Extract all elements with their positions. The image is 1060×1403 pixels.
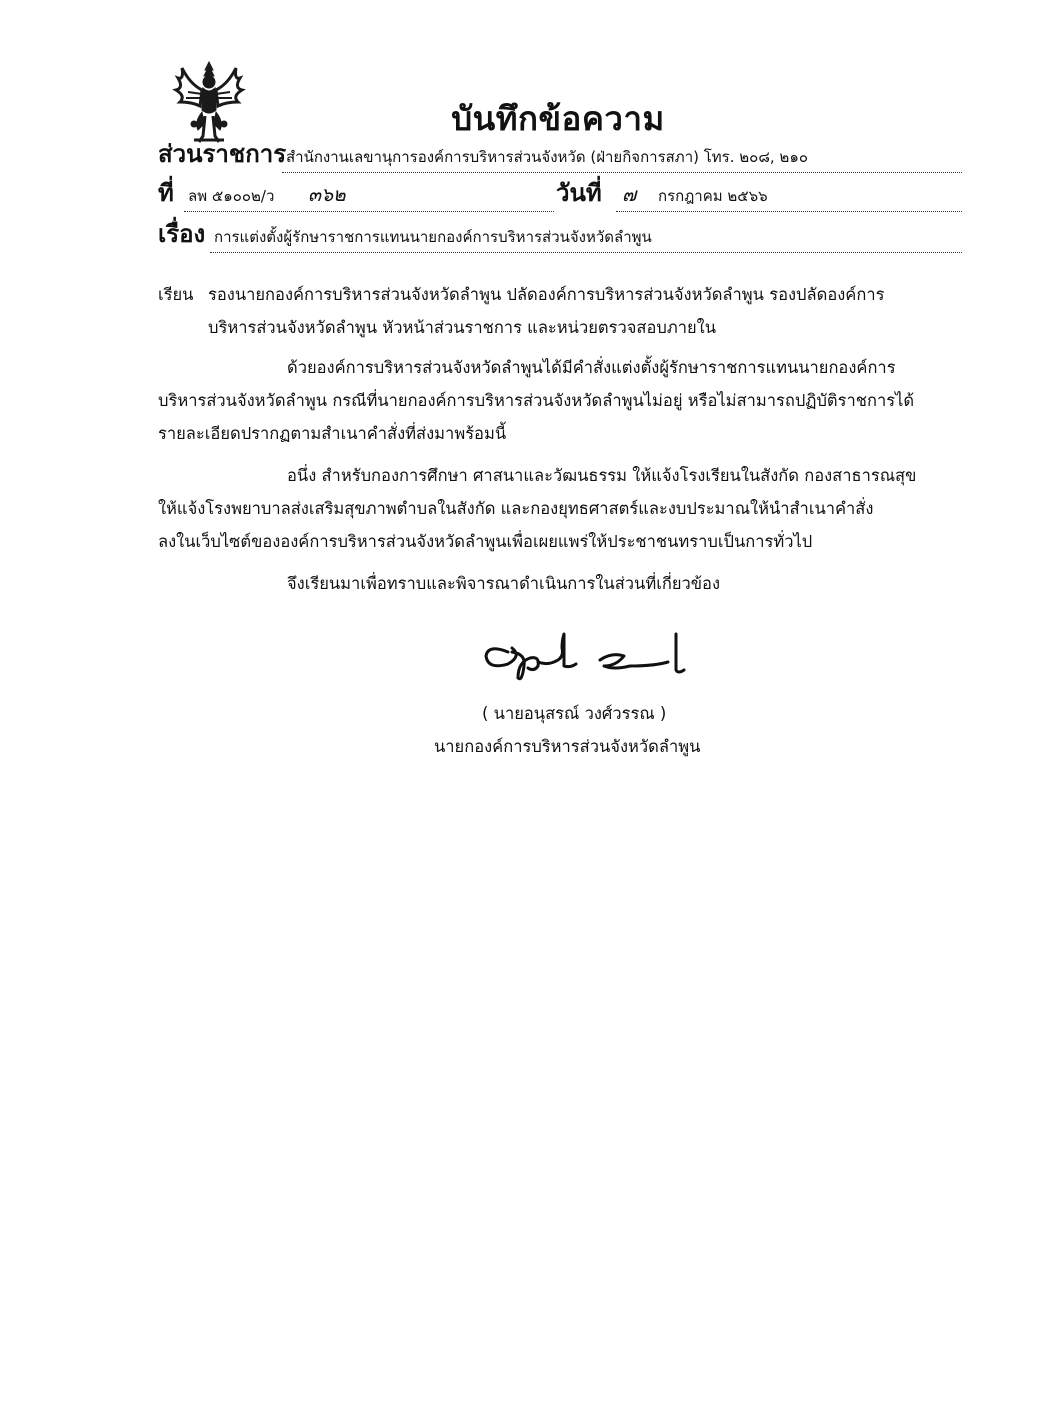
paragraph-2-line-1: อนึ่ง สำหรับกองการศึกษา ศาสนาและวัฒนธรรม ให้แจ้งโรงเรียนในสังกัด กองสาธารณสุข (287, 466, 917, 485)
signatory-position: นายกองค์การบริหารส่วนจังหวัดลำพูน (434, 737, 701, 756)
signatory-name: ( นายอนุสรณ์ วงศ์วรรณ ) (482, 704, 667, 723)
reference-label: ที่ (158, 179, 174, 207)
department-label: ส่วนราชการ (158, 140, 287, 168)
date-label: วันที่ (556, 179, 602, 207)
reference-number-handwritten: ๓๖๒ (308, 184, 346, 206)
paragraph-1-line-2: บริหารส่วนจังหวัดลำพูน กรณีที่นายกองค์การบริหารส่วนจังหวัดลำพูนไม่อยู่ หรือไม่สามารถปฏิบัติราชการได้ (158, 391, 915, 410)
department-dotted-line (282, 172, 962, 173)
subject-value: การแต่งตั้งผู้รักษาราชการแทนนายกองค์การบริหารส่วนจังหวัดลำพูน (214, 228, 652, 246)
salutation-line-2: บริหารส่วนจังหวัดลำพูน หัวหน้าส่วนราชการ และหน่วยตรวจสอบภายใน (208, 318, 716, 337)
reference-row (158, 181, 962, 215)
handwritten-signature (478, 626, 704, 686)
subject-dotted-line (210, 252, 962, 253)
memo-title: บันทึกข้อความ (451, 99, 665, 138)
paragraph-1-line-3: รายละเอียดปรากฏตามสำเนาคำสั่งที่ส่งมาพร้อมนี้ (158, 424, 507, 443)
paragraph-1-line-1: ด้วยองค์การบริหารส่วนจังหวัดลำพูนได้มีคำสั่งแต่งตั้งผู้รักษาราชการแทนนายกองค์การ (287, 358, 896, 377)
reference-dotted-line (184, 211, 554, 212)
department-row (158, 142, 962, 176)
date-dotted-line (616, 211, 962, 212)
salutation-line-1: รองนายกองค์การบริหารส่วนจังหวัดลำพูน ปลัดองค์การบริหารส่วนจังหวัดลำพูน รองปลัดองค์การ (208, 285, 885, 304)
paragraph-2-line-3: ลงในเว็บไซต์ขององค์การบริหารส่วนจังหวัดลำพูนเพื่อเผยแพร่ให้ประชาชนทราบเป็นการทั่วไป (158, 532, 813, 551)
subject-label: เรื่อง (158, 220, 206, 248)
salutation-label: เรียน (158, 285, 194, 304)
closing-line: จึงเรียนมาเพื่อทราบและพิจารณาดำเนินการในส่วนที่เกี่ยวข้อง (287, 574, 721, 593)
subject-row (158, 222, 962, 256)
reference-value: ลพ ๕๑๐๐๒/ว (188, 187, 275, 205)
department-value: สำนักงานเลขานุการองค์การบริหารส่วนจังหวัด (ฝ่ายกิจการสภา) โทร. ๒๐๘, ๒๑๐ (286, 148, 808, 166)
date-day-handwritten: ๗ (622, 184, 637, 206)
paragraph-2-line-2: ให้แจ้งโรงพยาบาลส่งเสริมสุขภาพตำบลในสังกัด และกองยุทธศาสตร์และงบประมาณให้นำสำเนาคำสั่ง (158, 499, 874, 518)
date-value: กรกฎาคม ๒๕๖๖ (658, 187, 768, 205)
